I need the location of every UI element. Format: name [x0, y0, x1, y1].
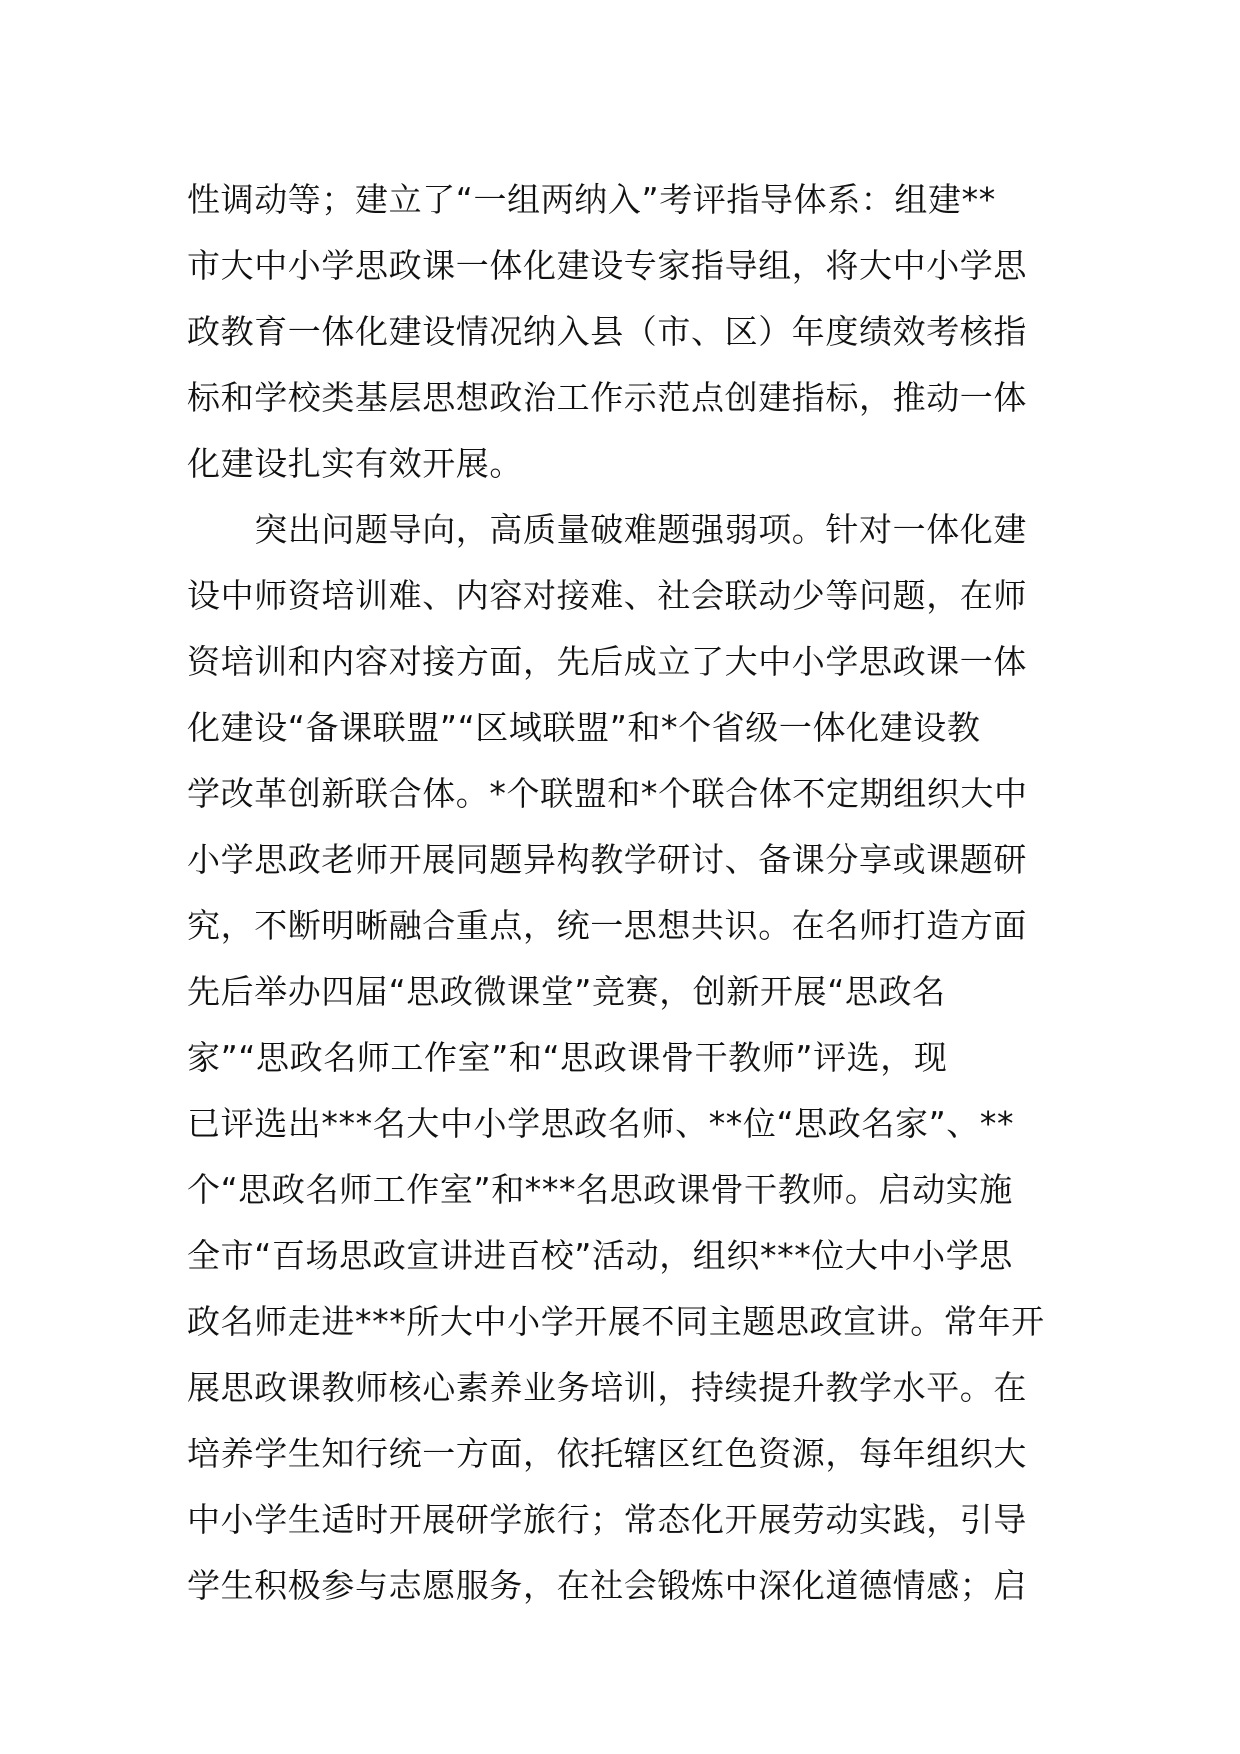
paragraph-line: 学改革创新联合体。*个联盟和*个联合体不定期组织大中 [187, 774, 1028, 813]
paragraph-line: 设中师资培训难、内容对接难、社会联动少等问题，在师 [187, 576, 1027, 615]
paragraph-line: 政名师走进***所大中小学开展不同主题思政宣讲。常年开 [187, 1302, 1045, 1341]
paragraph-line: 市大中小学思政课一体化建设专家指导组，将大中小学思 [187, 246, 1027, 285]
paragraph-line: 政教育一体化建设情况纳入县（市、区）年度绩效考核指 [187, 312, 1027, 351]
paragraph-line: 培养学生知行统一方面，依托辖区红色资源，每年组织大 [187, 1434, 1027, 1473]
document-body [187, 167, 1057, 1619]
paragraph-line: 已评选出***名大中小学思政名师、**位“思政名家”、** [187, 1104, 1015, 1143]
paragraph-line: 家”“思政名师工作室”和“思政课骨干教师”评选，现 [187, 1038, 948, 1077]
paragraph-line: 个“思政名师工作室”和***名思政课骨干教师。启动实施 [187, 1170, 1013, 1209]
paragraph-line: 标和学校类基层思想政治工作示范点创建指标，推动一体 [187, 378, 1027, 417]
paragraph-line: 学生积极参与志愿服务，在社会锻炼中深化道德情感；启 [187, 1566, 1027, 1605]
paragraph-line: 全市“百场思政宣讲进百校”活动，组织***位大中小学思 [187, 1236, 1013, 1275]
paragraph-line: 中小学生适时开展研学旅行；常态化开展劳动实践，引导 [187, 1500, 1027, 1539]
paragraph-1 [187, 167, 1057, 497]
paragraph-line: 小学思政老师开展同题异构教学研讨、备课分享或课题研 [187, 840, 1027, 879]
paragraph-line: 性调动等；建立了“一组两纳入”考评指导体系：组建** [187, 180, 996, 219]
paragraph-line: 突出问题导向，高质量破难题强弱项。针对一体化建 [187, 510, 1027, 549]
paragraph-2 [187, 497, 1057, 1619]
paragraph-line: 化建设“备课联盟”“区域联盟”和*个省级一体化建设教 [187, 708, 981, 747]
paragraph-line: 化建设扎实有效开展。 [187, 444, 523, 483]
paragraph-line: 先后举办四届“思政微课堂”竞赛，创新开展“思政名 [187, 972, 946, 1011]
paragraph-line: 究，不断明晰融合重点，统一思想共识。在名师打造方面 [187, 906, 1027, 945]
paragraph-line: 展思政课教师核心素养业务培训，持续提升教学水平。在 [187, 1368, 1027, 1407]
paragraph-line: 资培训和内容对接方面，先后成立了大中小学思政课一体 [187, 642, 1027, 681]
